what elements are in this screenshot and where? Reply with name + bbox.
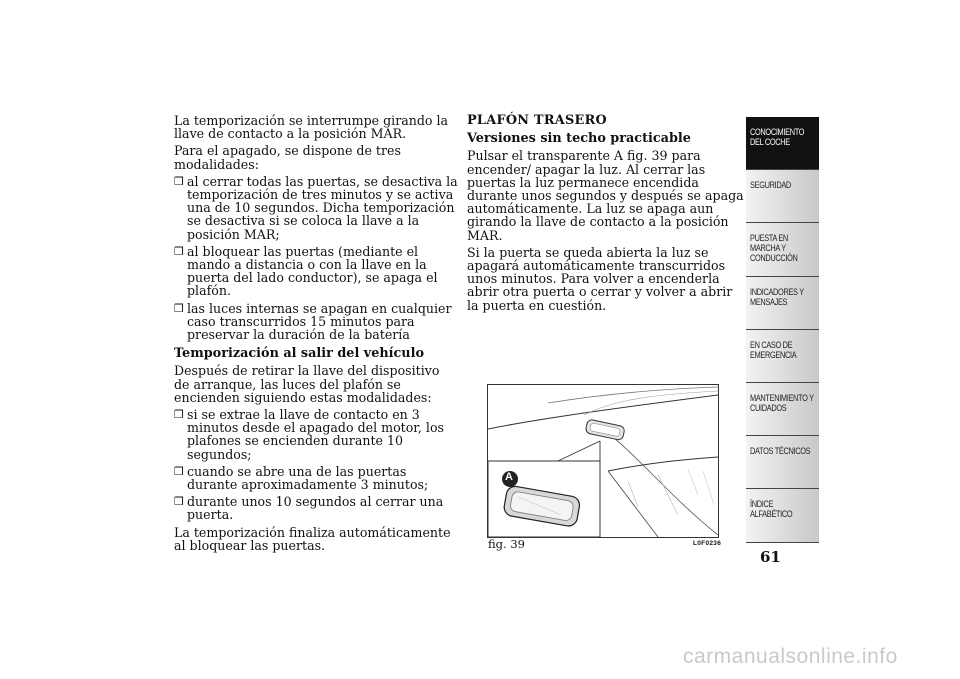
bullet-item: ❒ al cerrar todas las puertas, se desactiva la temporización de tres minutos y se activa una de 10 segundos. Dicha temporización se desactiva si se coloca la llave a la posición MAR; — [174, 173, 458, 242]
tab-mantenimiento-y-cuidados[interactable]: MANTENIMIENTO Y CUIDADOS — [746, 383, 819, 436]
paragraph: La temporización finaliza automáticamente al bloquear las puertas. — [174, 524, 451, 553]
tab-puesta-en-marcha[interactable]: PUESTA EN MARCHA Y CONDUCCIÓN — [746, 223, 819, 276]
rear-dome-light-illustration — [488, 385, 718, 537]
bullet-item: ❒ durante unos 10 segundos al cerrar una puerta. — [174, 494, 444, 523]
bullet-item: ❒ si se extrae la llave de contacto en 3 minutos desde el apagado del motor, los plafones se encienden durante 10 segundos; — [174, 407, 445, 462]
paragraph: Pulsar el transparente A fig. 39 para encender/ apagar la luz. Al cerrar las puertas la luz permanece encendida durante unos segundos y después se apaga automáticamente. La luz se apaga aun girando la llave de contacto a la posición MAR. — [467, 148, 744, 243]
tab-seguridad[interactable]: SEGURIDAD — [746, 170, 819, 223]
tab-datos-tecnicos[interactable]: DATOS TÉCNICOS — [746, 436, 819, 489]
figure-rear-dome-light — [487, 384, 719, 538]
watermark: carmanualsonline.info — [683, 645, 898, 668]
checkbox-bullet-icon: ❒ — [174, 244, 184, 258]
chapter-tabs — [746, 117, 819, 543]
tab-indice-alfabetico[interactable]: ÍNDICE ALFABÉTICO — [746, 489, 819, 542]
right-column — [467, 114, 744, 316]
tab-conocimiento-del-coche[interactable]: CONOCIMIENTO DEL COCHE — [746, 117, 819, 170]
callout-label-a: A — [505, 471, 513, 483]
figure-caption: fig. 39 — [488, 537, 525, 551]
bullet-item: ❒ al bloquear las puertas (mediante el mando a distancia o con la llave en la puerta del lado conductor), se apaga el plafón. — [174, 243, 438, 299]
bullet-item: ❒ cuando se abre una de las puertas durante aproximadamente 3 minutos; — [174, 463, 429, 493]
checkbox-bullet-icon: ❒ — [174, 464, 184, 478]
checkbox-bullet-icon: ❒ — [174, 495, 184, 509]
checkbox-bullet-icon: ❒ — [174, 301, 184, 315]
paragraph: La temporización se interrumpe girando la llave de contacto a la posición MAR. — [174, 113, 449, 142]
page-number: 61 — [760, 548, 781, 566]
left-column — [174, 114, 458, 556]
section-subheading: Temporización al salir del vehículo — [174, 346, 424, 362]
section-subheading: Versiones sin techo practicable — [467, 131, 691, 147]
checkbox-bullet-icon: ❒ — [174, 174, 184, 188]
bullet-item: ❒ las luces internas se apagan en cualquier caso transcurridos 15 minutos para preservar la duración de la batería — [174, 300, 452, 343]
paragraph: Para el apagado, se dispone de tres modalidades: — [174, 143, 401, 172]
figure-code: L0F0236 — [693, 540, 722, 547]
paragraph: Después de retirar la llave del dispositivo de arranque, las luces del plafón se encienden siguiendo estas modalidades: — [174, 363, 440, 405]
checkbox-bullet-icon: ❒ — [174, 408, 184, 422]
section-heading: PLAFÓN TRASERO — [467, 113, 607, 128]
tab-indicadores-y-mensajes[interactable]: INDICADORES Y MENSAJES — [746, 277, 819, 330]
paragraph: Si la puerta se queda abierta la luz se apagará automáticamente transcurridos unos minutos. Para volver a encenderla abrir otra puerta o cerrar y volver a abrir la puerta en cuestión. — [467, 244, 733, 313]
tab-en-caso-de-emergencia[interactable]: EN CASO DE EMERGENCIA — [746, 330, 819, 383]
